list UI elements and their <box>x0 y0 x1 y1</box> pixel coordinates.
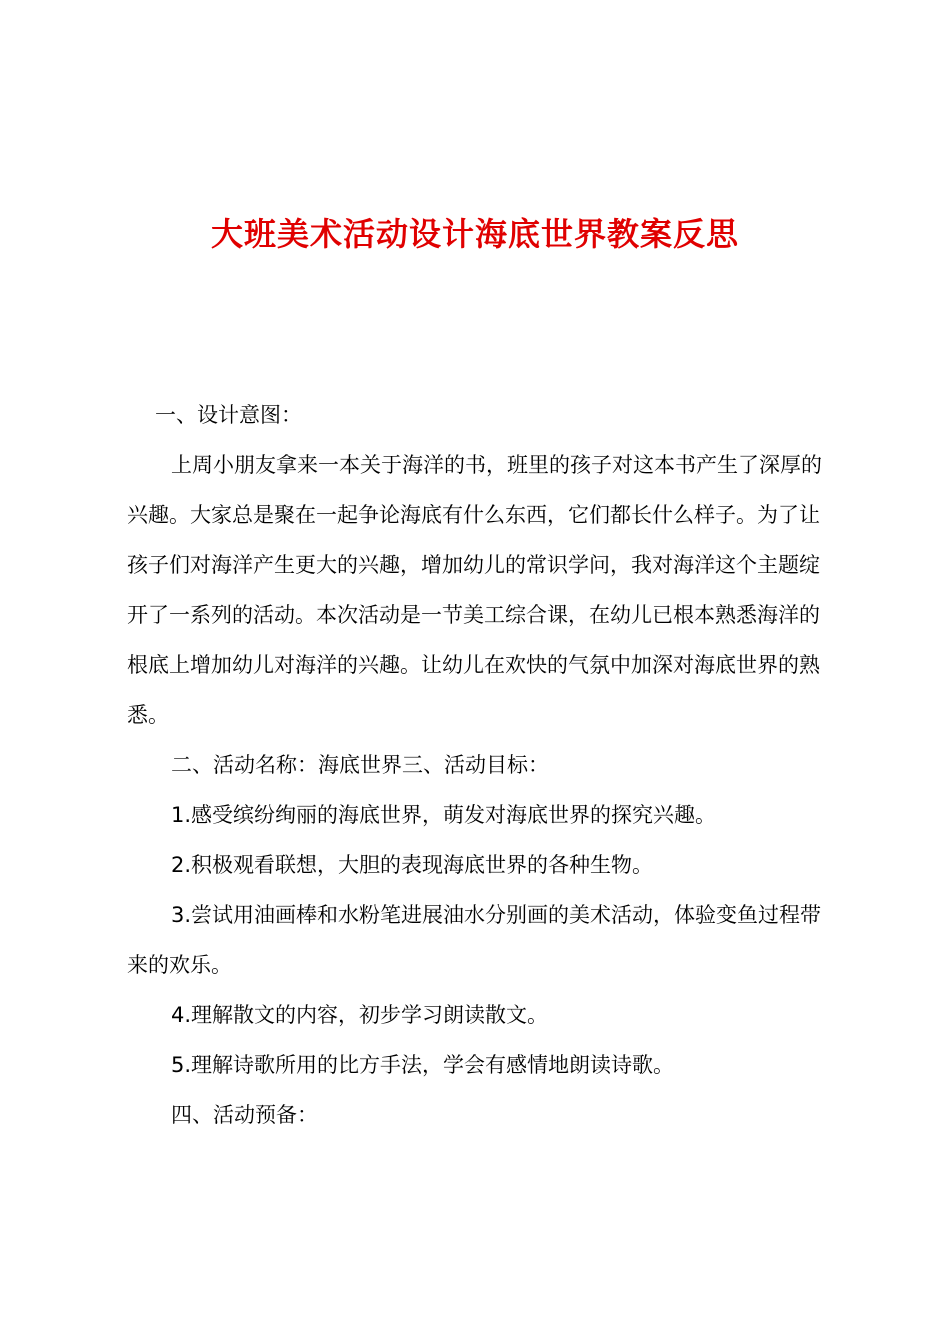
goal-item-4: 4.理解散文的内容，初步学习朗读散文。 <box>171 1003 549 1027</box>
goal-item-3: 3.尝试用油画棒和水粉笔进展油水分别画的美术活动，体验变鱼过程带来的欢乐。 <box>127 903 822 977</box>
goal-item-5: 5.理解诗歌所用的比方手法，学会有感情地朗读诗歌。 <box>171 1053 675 1077</box>
goal-item-1: 1.感受缤纷绚丽的海底世界，萌发对海底世界的探究兴趣。 <box>171 803 717 827</box>
goal-item-2: 2.积极观看联想，大胆的表现海底世界的各种生物。 <box>171 853 654 877</box>
heading-design-intent: 一、设计意图： <box>155 403 302 427</box>
document-body <box>127 390 832 1140</box>
document-title: 大班美术活动设计海底世界教案反思 <box>210 215 739 253</box>
heading-activity-preparation: 四、活动预备： <box>171 1103 318 1127</box>
paragraph-design-intent: 上周小朋友拿来一本关于海洋的书，班里的孩子对这本书产生了深厚的兴趣。大家总是聚在一起争论海底有什么东西，它们都长什么样子。为了让孩子们对海洋产生更大的兴趣，增加幼儿的常识学问，我对海洋这个主题绽开了一系列的活动。本次活动是一节美工综合课，在幼儿已根本熟悉海洋的根底上增加幼儿对海洋的兴趣。让幼儿在欢快的气氛中加深对海底世界的熟悉。 <box>127 453 822 727</box>
heading-activity-name-goals: 二、活动名称：海底世界三、活动目标： <box>171 753 549 777</box>
